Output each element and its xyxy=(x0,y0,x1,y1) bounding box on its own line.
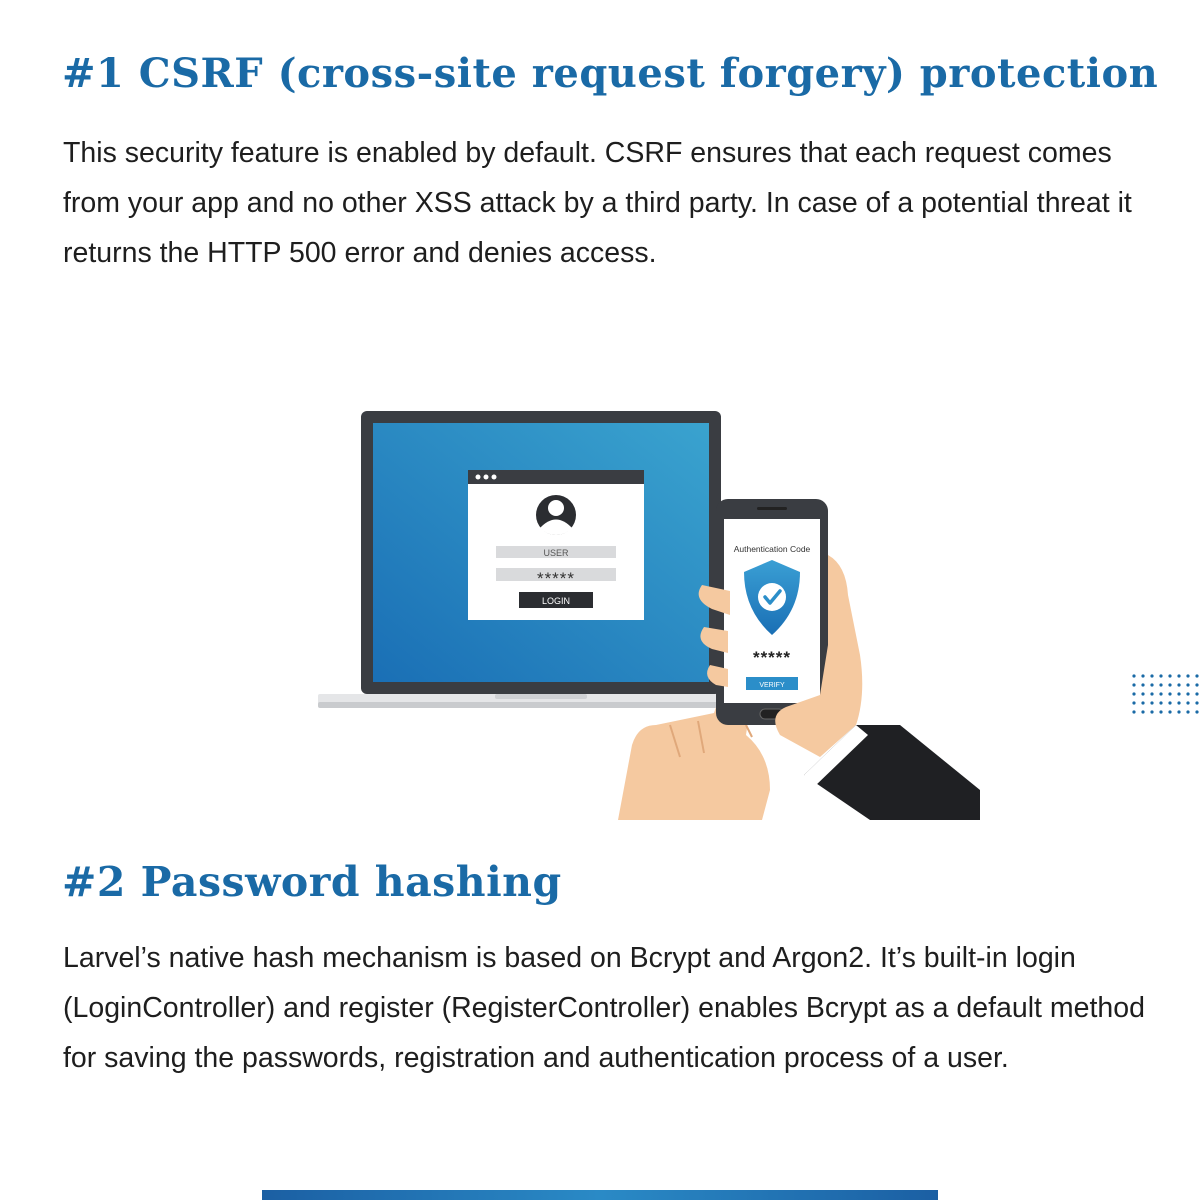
user-avatar-icon xyxy=(536,495,576,535)
decorative-dot-grid xyxy=(1130,672,1200,718)
window-dot-icon xyxy=(476,475,481,480)
password-mask: ***** xyxy=(536,569,576,588)
auth-code-title: Authentication Code xyxy=(733,544,811,554)
section-2-body: Larvel’s native hash mechanism is based on Bcrypt and Argon2. It’s built-in login (LoginController) and register (RegisterController) enables Bcrypt as a default method for saving the passwords, registration and authentication process of a user. xyxy=(63,942,1145,1074)
section-1-body: This security feature is enabled by default. CSRF ensures that each request comes from your app and no other XSS attack by a third party. In case of a potential threat it returns the HTTP 500 error and denies access. xyxy=(63,137,1132,269)
login-window xyxy=(468,470,644,620)
smartphone xyxy=(716,499,828,725)
verify-button-label: VERIFY xyxy=(759,682,785,689)
window-dot-icon xyxy=(492,475,497,480)
auth-code-mask: ***** xyxy=(752,648,792,667)
bottom-banner-edge xyxy=(262,1190,938,1200)
login-button-label: LOGIN xyxy=(541,596,571,606)
section-2-heading: #2 Password hashing xyxy=(62,858,562,906)
section-1-heading: #1 CSRF (cross-site request forgery) protection xyxy=(62,50,1159,97)
username-label: USER xyxy=(543,548,569,558)
window-dot-icon xyxy=(484,475,489,480)
two-factor-login-illustration xyxy=(300,395,980,820)
